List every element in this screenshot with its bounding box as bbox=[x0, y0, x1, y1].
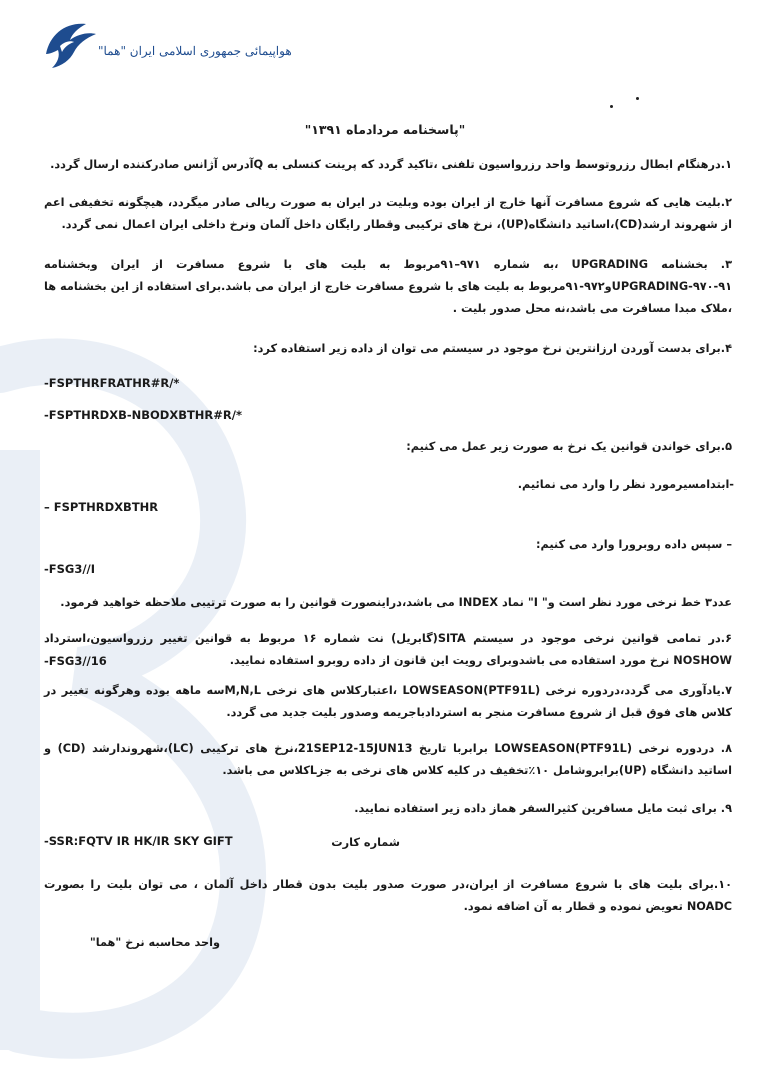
command-line: – FSPTHRDXBTHR bbox=[44, 500, 159, 514]
stray-mark bbox=[610, 105, 613, 108]
command-line: -SSR:FQTV IR HK/IR SKY GIFT bbox=[44, 834, 233, 848]
paragraph-2: ۲.بلیت هایی که شروع مسافرت آنها خارج از ایران بوده وبلیت در ایران به صورت ریالی صادر میگردد، هیچگونه تخفیفی اعم از شهروند ارشد(CD)،اساتید دانشگاه(UP)، نرخ های ترکیبی وقطار رایگان داخل آلمان ونرخ داخلی ایران اعمال نمی گردد. bbox=[44, 196, 732, 231]
paragraph-3: ۳. بخشنامه UPGRADING ،به شماره ۹۷۱–۹۱مربوط به بلیت های با شروع مسافرت از ایران وبخشنامه UPGRADING-۹۷۰-۹۱و۹۷۲-۹۱مربوط به بلیت های با شروع مسافرت خارج از ایران می باشد.برای استفاده از این بخشنامه ها ،ملاک مبدا مسافرت می باشد،نه محل صدور بلیت . bbox=[44, 258, 733, 315]
paragraph-5-note: عدد۳ خط نرخی مورد نظر است و" I" نماد INDEX می باشد،دراینصورت قوانین را به صورت ترتیبی ملاحظه خواهید فرمود. bbox=[60, 596, 732, 609]
paragraph-1: ۱.درهنگام ابطال رزروتوسط واحد رزرواسیون تلفنی ،تاکید گردد که پرینت کنسلی به Qآدرس آژانس صادرکننده ارسال گردد. bbox=[50, 158, 732, 171]
homa-bird-logo-icon bbox=[40, 16, 100, 76]
page-title: "پاسخنامه مردادماه ۱۳۹۱" bbox=[304, 122, 466, 137]
paragraph-8: ۸. دردوره نرخی (PTF91L)LOWSEASON برابربا تاریخ 21SEP12-15JUN13،نرخ های ترکیبی (LC)،شهروندارشد (CD) و اساتید دانشگاه (UP)برابروشامل ۱۰٪تخفیف در کلیه کلاس های نرخی به جزLکلاس می باشد. bbox=[44, 742, 732, 777]
command-line: -FSG3//I bbox=[44, 562, 96, 576]
stray-mark bbox=[636, 97, 639, 100]
paragraph-4: ۴.برای بدست آوردن ارزانترین نرخ موجود در سیستم می توان از داده زیر استفاده کرد: bbox=[253, 342, 732, 355]
paragraph-5: ۵.برای خواندن قوانین یک نرخ به صورت زیر عمل می کنیم: bbox=[406, 440, 732, 453]
paragraph-10: ۱۰.برای بلیت های با شروع مسافرت از ایران،در صورت صدور بلیت بدون قطار داخل آلمان ، می توان بلیت را بصورت NOADC تعویض نموده و قطار به آن اضافه نمود. bbox=[44, 878, 732, 913]
command-line: -FSG3//16 bbox=[44, 654, 107, 668]
command-line: -FSPTHRFRATHR#R/* bbox=[44, 376, 180, 390]
paragraph-5-step-1: -ابتدامسیرمورد نظر را وارد می نمائیم. bbox=[517, 478, 734, 491]
paragraph-5-step-2: – سپس داده روبرورا وارد می کنیم: bbox=[535, 538, 732, 551]
paragraph-9: ۹. برای ثبت مایل مسافرین کثیرالسفر هماز داده زیر استفاده نمایید. bbox=[354, 802, 732, 815]
command-line: -FSPTHRDXB-NBODXBTHR#R/* bbox=[44, 408, 242, 422]
paragraph-6: ۶.در تمامی قوانین نرخی موجود در سیستم SITA(گابریل) نت شماره ۱۶ مربوط به قوانین تغییر رزرواسیون،استرداد NOSHOW نرخ مورد استفاده می باشدوبرای رویت این قانون از داده روبرو استفاده نمایید. bbox=[44, 632, 732, 667]
document-page: هواپیمائی جمهوری اسلامی ایران "هما" "پاسخنامه مردادماه ۱۳۹۱" ۱.درهنگام ابطال رزروتوسط واحد رزرواسیون تلفنی ،تاکید گردد که پرینت کنسلی به Qآدرس آژانس صادرکننده ارسال گردد. ۲.بلیت هایی که شروع مسافرت آنها خارج از ایران بوده وبلیت در ایران به صورت ریالی صادر میگردد، هیچگونه تخفیفی اعم از شهروند ارشد(CD)،اساتید دانشگاه(UP)، نرخ های ترکیبی وقطار رایگان داخل آلمان ونرخ داخلی ایران اعمال نمی گردد. ۳. بخشنامه UPGRADING ،به شماره ۹۷۱–۹۱مربوط به بلیت های با شروع مسافرت از ایران وبخشنامه UPGRADING-۹۷۰-۹۱و۹۷۲-۹۱مربوط به بلیت های با شروع مسافرت خارج از ایران می باشد.برای استفاده از این بخشنامه ها ،ملاک مبدا مسافرت می باشد،نه محل صدور بلیت . ۴.برای بدست آوردن ارزانترین نرخ موجود در سیستم می توان از داده زیر استفاده کرد: -FSPTHRFRATHR#R/* -FSPTHRDXB-NBODXBTHR#R/* ۵.برای خواندن قوانین یک نرخ به صورت زیر عمل می کنیم: -ابتدامسیرمورد نظر را وارد می نمائیم. – FSPTHRDXBTHR – سپس داده روبرورا وارد می کنیم: -FSG3//I عدد۳ خط نرخی مورد نظر است و" I" نماد INDEX می باشد،دراینصورت قوانین را به صورت ترتیبی ملاحظه خواهید فرمود. ۶.در تمامی قوانین نرخی موجود در سیستم SITA(گابریل) نت شماره ۱۶ مربوط به قوانین تغییر رزرواسیون،استرداد NOSHOW نرخ مورد استفاده می باشدوبرای رویت این قانون از داده روبرو استفاده نمایید. -FSG3//16 ۷.یادآوری می گردد،دردوره نرخی (PTF91L)LOWSEASON ،اعتبارکلاس های نرخی M,N,Lسه ماهه بوده وهرگونه تغییر در کلاس های فوق قبل از شروع مسافرت منجر به استردادباجریمه وصدور بلیت جدید می گردد. ۸. دردوره نرخی (PTF91L)LOWSEASON برابربا تاریخ 21SEP12-15JUN13،نرخ های ترکیبی (LC)،شهروندارشد (CD) و اساتید دانشگاه (UP)برابروشامل ۱۰٪تخفیف در کلیه کلاس های نرخی به جزLکلاس می باشد. ۹. برای ثبت مایل مسافرین کثیرالسفر هماز داده زیر استفاده نمایید. شماره کارت -SSR:FQTV IR HK/IR SKY GIFT ۱۰.برای بلیت های با شروع مسافرت از ایران،در صورت صدور بلیت بدون قطار داخل آلمان ، می توان بلیت را بصورت NOADC تعویض نموده و قطار به آن اضافه نمود. واحد محاسبه نرخ "هما" bbox=[0, 0, 770, 1089]
airline-name: هواپیمائی جمهوری اسلامی ایران "هما" bbox=[98, 44, 292, 58]
signature: واحد محاسبه نرخ "هما" bbox=[89, 936, 220, 949]
paragraph-7: ۷.یادآوری می گردد،دردوره نرخی (PTF91L)LOWSEASON ،اعتبارکلاس های نرخی M,N,Lسه ماهه بوده وهرگونه تغییر در کلاس های فوق قبل از شروع مسافرت منجر به استردادباجریمه وصدور بلیت جدید می گردد. bbox=[44, 684, 732, 719]
